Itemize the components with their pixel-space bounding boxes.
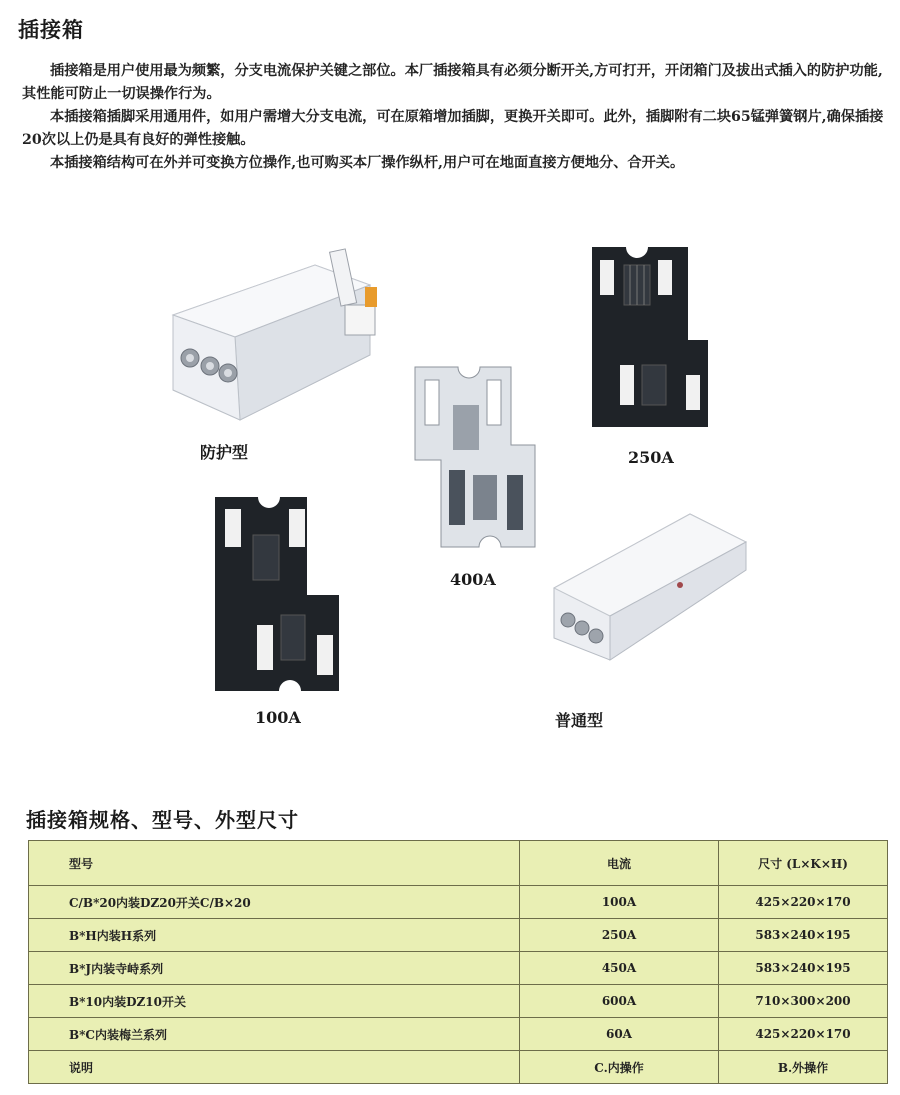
intro-paragraph-1: 插接箱是用户使用最为频繁，分支电流保护关键之部位。本厂插接箱具有必须分断开关,方可打开，开闭箱门及拔出式插入的防护功能,其性能可防止一切误操作行为。 [22,63,883,102]
intro-paragraph-2: 本插接箱插脚采用通用件，如用户需增大分支电流，可在原箱增加插脚，更换开关即可。此外，插脚附有二块65锰弹簧钢片,确保插接20次以上仍是具有良好的弹性接触。 [22,109,884,148]
cell-model: B*J内装寺峙系列 [29,952,520,985]
intro-paragraph-3: 本插接箱结构可在外并可变换方位操作,也可购买本厂操作纵杆,用户可在地面直接方便地分、合开关。 [50,155,685,171]
connector-100a-caption: 100A [255,708,301,727]
header-size: 尺寸 (L×K×H) [719,841,888,886]
table-header-row [29,841,888,886]
protective-caption: 防护型 [200,443,249,462]
cell-model: B*H内装H系列 [29,919,520,952]
header-current: 电流 [520,841,719,886]
ordinary-box-image [550,510,750,670]
cell-current: 60A [520,1018,719,1051]
cell-current: 600A [520,985,719,1018]
spec-title: 插接箱规格、型号、外型尺寸 [26,808,299,832]
header-model: 型号 [29,841,520,886]
table-row [29,886,888,919]
cell-size: 583×240×195 [719,952,888,985]
cell-size: 425×220×170 [719,1018,888,1051]
ordinary-caption: 普通型 [555,711,604,730]
connector-250a-image [590,245,710,440]
connector-400a-image [413,365,538,550]
table-row [29,919,888,952]
spec-table [28,840,888,1084]
cell-size: 425×220×170 [719,886,888,919]
protective-box-image [165,245,390,440]
table-row [29,952,888,985]
connector-400a-caption: 400A [450,570,496,589]
intro-text [22,60,886,175]
cell-current: 250A [520,919,719,952]
table-row [29,1051,888,1084]
cell-model: B*C内装梅兰系列 [29,1018,520,1051]
connector-100a-image [213,495,343,695]
table-row [29,1018,888,1051]
cell-size: 710×300×200 [719,985,888,1018]
connector-250a-caption: 250A [628,448,674,467]
cell-model: B*10内装DZ10开关 [29,985,520,1018]
cell-model: C/B*20内装DZ20开关C/B×20 [29,886,520,919]
cell-note-label: 说明 [29,1051,520,1084]
cell-size: 583×240×195 [719,919,888,952]
cell-note-outer: B.外操作 [719,1051,888,1084]
table-row [29,985,888,1018]
cell-current: 450A [520,952,719,985]
cell-current: 100A [520,886,719,919]
cell-note-inner: C.内操作 [520,1051,719,1084]
page-title: 插接箱 [18,18,84,42]
